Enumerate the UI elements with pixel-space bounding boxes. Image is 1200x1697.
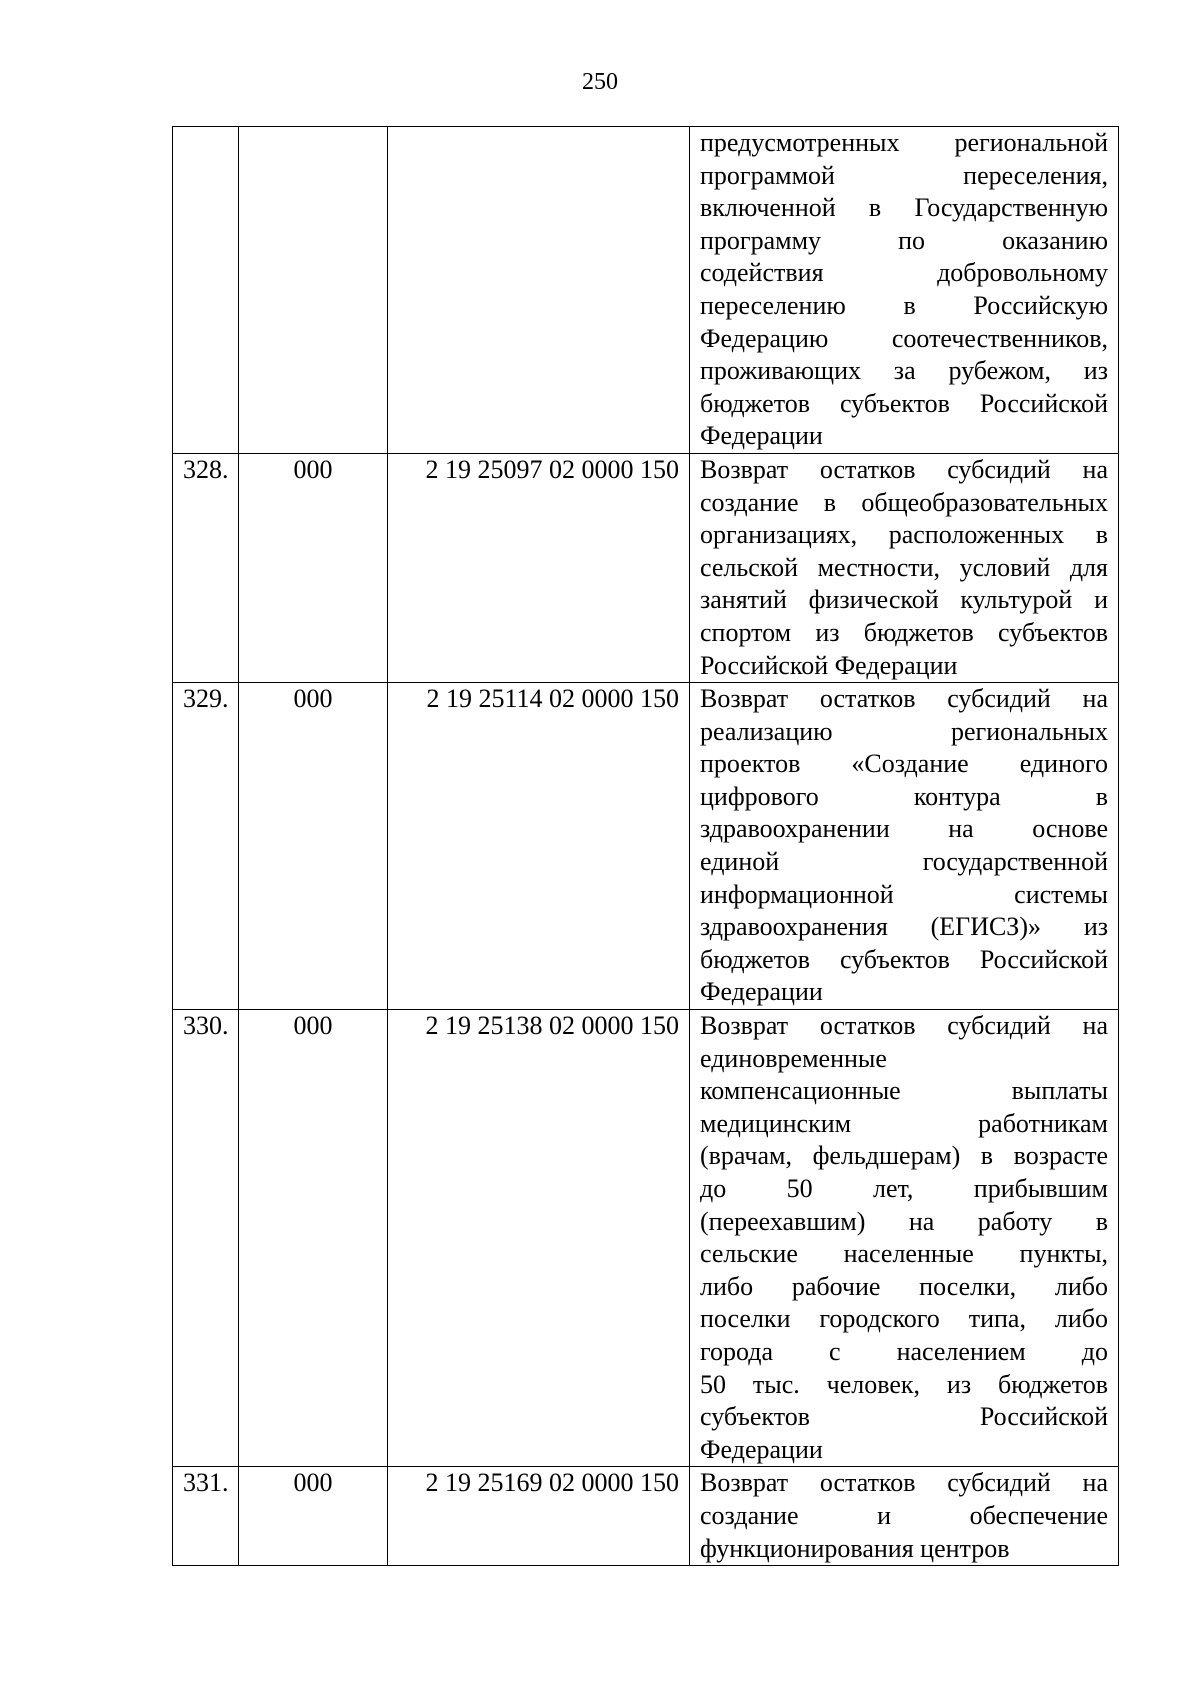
revenue-name-line: проектов «Создание единого bbox=[700, 749, 1108, 779]
revenue-name-line: (врачам, фельдшерам) в возрасте bbox=[700, 1141, 1108, 1171]
revenue-name-cell bbox=[690, 1467, 1119, 1566]
budget-classification-code-cell: 2 19 25169 02 0000 150 bbox=[388, 1467, 690, 1566]
revenue-name-line: города с населением до bbox=[700, 1336, 1108, 1366]
administrator-code-cell: 000 bbox=[239, 453, 388, 682]
revenue-name-line: здравоохранении на основе bbox=[700, 814, 1108, 844]
revenue-name-line: информационной системы bbox=[700, 879, 1108, 909]
revenue-name-line: поселки городского типа, либо bbox=[700, 1304, 1108, 1334]
administrator-code-cell bbox=[239, 127, 388, 454]
revenue-name-line: бюджетов субъектов Российской bbox=[700, 944, 1108, 974]
row-number-cell: 330. bbox=[173, 1010, 239, 1467]
revenue-name-cell bbox=[690, 127, 1119, 454]
row-number-cell bbox=[173, 127, 239, 454]
revenue-name-line: единой государственной bbox=[700, 847, 1108, 877]
row-number-cell: 328. bbox=[173, 453, 239, 682]
revenue-name-line: функционирования центров bbox=[700, 1533, 1010, 1563]
revenue-name-line: предусмотренных региональной bbox=[700, 128, 1108, 157]
page-number: 250 bbox=[582, 69, 618, 95]
revenue-name-line: сельской местности, условий для bbox=[700, 552, 1108, 582]
administrator-code-cell: 000 bbox=[239, 1467, 388, 1566]
revenue-name-cell bbox=[690, 683, 1119, 1010]
revenue-name-line: медицинским работникам bbox=[700, 1108, 1108, 1138]
revenue-name-line: Федерации bbox=[700, 977, 823, 1007]
budget-classification-code-cell: 2 19 25138 02 0000 150 bbox=[388, 1010, 690, 1467]
table-row bbox=[173, 1467, 1119, 1566]
revenue-name-line: Российской Федерации bbox=[700, 650, 958, 680]
revenue-name-line: субъектов Российской bbox=[700, 1402, 1108, 1432]
revenue-name-line: Возврат остатков субсидий на bbox=[700, 684, 1108, 714]
revenue-name-line: Возврат остатков субсидий на bbox=[700, 1011, 1108, 1041]
table-body bbox=[173, 127, 1119, 1566]
revenue-name-line: проживающих за рубежом, из bbox=[700, 356, 1108, 386]
revenue-name-line: Возврат остатков субсидий на bbox=[700, 1468, 1108, 1498]
revenue-name-line: создание и обеспечение bbox=[700, 1500, 1108, 1530]
revenue-name-line: программой переселения, bbox=[700, 160, 1108, 190]
revenue-name-line: цифрового контура в bbox=[700, 781, 1108, 811]
revenue-name-line: единовременные bbox=[700, 1043, 887, 1073]
revenue-name-line: Федерации bbox=[700, 421, 823, 451]
revenue-name-cell bbox=[690, 453, 1119, 682]
revenue-name-cell bbox=[690, 1010, 1119, 1467]
budget-classification-code-cell bbox=[388, 127, 690, 454]
revenue-name-line: организациях, расположенных в bbox=[700, 520, 1108, 550]
revenue-name-line: программу по оказанию bbox=[700, 225, 1108, 255]
revenue-name-line: Возврат остатков субсидий на bbox=[700, 454, 1108, 484]
revenue-name-line: переселению в Российскую bbox=[700, 290, 1108, 320]
budget-code-table bbox=[172, 126, 1119, 1566]
revenue-name-line: здравоохранения (ЕГИСЗ)» из bbox=[700, 912, 1108, 942]
budget-classification-code-cell: 2 19 25097 02 0000 150 bbox=[388, 453, 690, 682]
revenue-name-line: спортом из бюджетов субъектов bbox=[700, 617, 1108, 647]
revenue-name-line: включенной в Государственную bbox=[700, 193, 1108, 223]
revenue-name-line: бюджетов субъектов Российской bbox=[700, 388, 1108, 418]
revenue-name-line: либо рабочие поселки, либо bbox=[700, 1271, 1108, 1301]
row-number-cell: 329. bbox=[173, 683, 239, 1010]
revenue-name-line: Федерацию соотечественников, bbox=[700, 323, 1108, 353]
table-row bbox=[173, 453, 1119, 682]
revenue-name-line: до 50 лет, прибывшим bbox=[700, 1174, 1108, 1203]
row-number-cell: 331. bbox=[173, 1467, 239, 1566]
budget-classification-code-cell: 2 19 25114 02 0000 150 bbox=[388, 683, 690, 1010]
revenue-name-line: компенсационные выплаты bbox=[700, 1076, 1108, 1106]
revenue-name-line: создание в общеобразовательных bbox=[700, 487, 1108, 517]
table-row bbox=[173, 1010, 1119, 1467]
revenue-name-line: реализацию региональных bbox=[700, 716, 1108, 746]
revenue-name-line: занятий физической культурой и bbox=[700, 585, 1108, 615]
revenue-name-line: сельские населенные пункты, bbox=[700, 1239, 1108, 1269]
administrator-code-cell: 000 bbox=[239, 683, 388, 1010]
table-row bbox=[173, 683, 1119, 1010]
table-row bbox=[173, 127, 1119, 454]
revenue-name-line: содействия добровольному bbox=[700, 258, 1108, 288]
administrator-code-cell: 000 bbox=[239, 1010, 388, 1467]
revenue-name-line: 50 тыс. человек, из бюджетов bbox=[700, 1369, 1108, 1399]
revenue-name-line: Федерации bbox=[700, 1434, 823, 1464]
revenue-name-line: (переехавшим) на работу в bbox=[700, 1206, 1108, 1236]
